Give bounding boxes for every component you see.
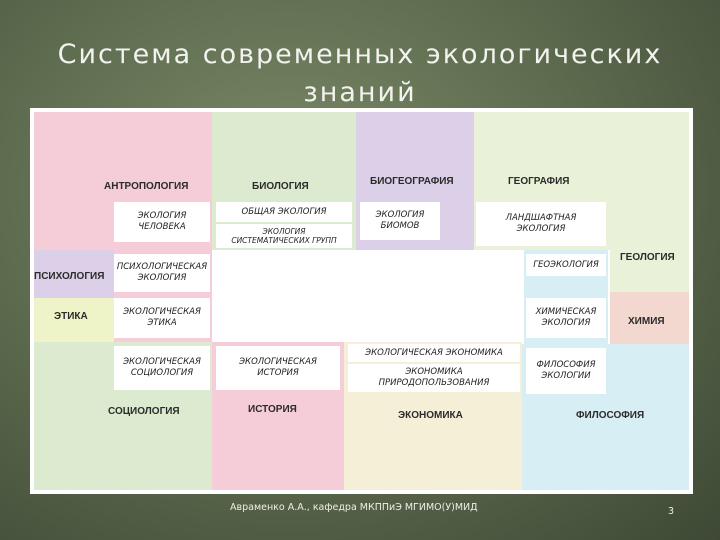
label-psychology: ПСИХОЛОГИЯ <box>34 271 105 282</box>
label-history: ИСТОРИЯ <box>248 404 297 415</box>
label-chemistry: ХИМИЯ <box>628 316 665 327</box>
box-systematic-ecology: ЭКОЛОГИЯ СИСТЕМАТИЧЕСКИХ ГРУПП <box>216 224 352 248</box>
box-ecological-ethics: ЭКОЛОГИЧЕСКАЯ ЭТИКА <box>114 298 210 338</box>
label-biogeography: БИОГЕОГРАФИЯ <box>370 176 454 187</box>
box-geoecology: ГЕОЭКОЛОГИЯ <box>526 254 606 276</box>
label-anthropology: АНТРОПОЛОГИЯ <box>104 181 189 192</box>
title-line-1: Система современных экологических <box>57 39 663 70</box>
center-area <box>216 256 520 338</box>
region-geology <box>610 112 689 292</box>
page-number: 3 <box>668 506 675 517</box>
box-landscape-ecology: ЛАНДШАФТНАЯ ЭКОЛОГИЯ <box>476 202 606 246</box>
title-line-2: знаний <box>303 77 417 108</box>
label-economics: ЭКОНОМИКА <box>398 410 463 421</box>
box-biomes-ecology: ЭКОЛОГИЯ БИОМОВ <box>360 202 440 240</box>
box-ecological-history: ЭКОЛОГИЧЕСКАЯ ИСТОРИЯ <box>216 346 340 390</box>
label-biology: БИОЛОГИЯ <box>252 181 309 192</box>
box-ecological-economics: ЭКОЛОГИЧЕСКАЯ ЭКОНОМИКА <box>348 344 520 362</box>
label-philosophy: ФИЛОСОФИЯ <box>576 410 645 421</box>
box-general-ecology: ОБЩАЯ ЭКОЛОГИЯ <box>216 202 352 222</box>
box-philosophy-ecology: ФИЛОСОФИЯ ЭКОЛОГИИ <box>526 348 606 394</box>
box-chemical-ecology: ХИМИЧЕСКАЯ ЭКОЛОГИЯ <box>526 298 606 338</box>
label-geography: ГЕОГРАФИЯ <box>508 176 570 187</box>
footer-text: Авраменко А.А., кафедра МКППиЭ МГИМО(У)МИД <box>230 502 478 513</box>
label-ethics: ЭТИКА <box>54 311 88 322</box>
box-human-ecology: ЭКОЛОГИЯ ЧЕЛОВЕКА <box>114 202 210 242</box>
box-ecological-sociology: ЭКОЛОГИЧЕСКАЯ СОЦИОЛОГИЯ <box>114 346 210 390</box>
box-nature-use-economics: ЭКОНОМИКА ПРИРОДОПОЛЬЗОВАНИЯ <box>348 364 520 392</box>
ecology-diagram <box>30 108 693 494</box>
label-geology: ГЕОЛОГИЯ <box>620 252 675 263</box>
label-sociology: СОЦИОЛОГИЯ <box>108 406 180 417</box>
slide-title <box>0 36 720 112</box>
box-psychological-ecology: ПСИХОЛОГИЧЕСКАЯ ЭКОЛОГИЯ <box>114 254 210 292</box>
